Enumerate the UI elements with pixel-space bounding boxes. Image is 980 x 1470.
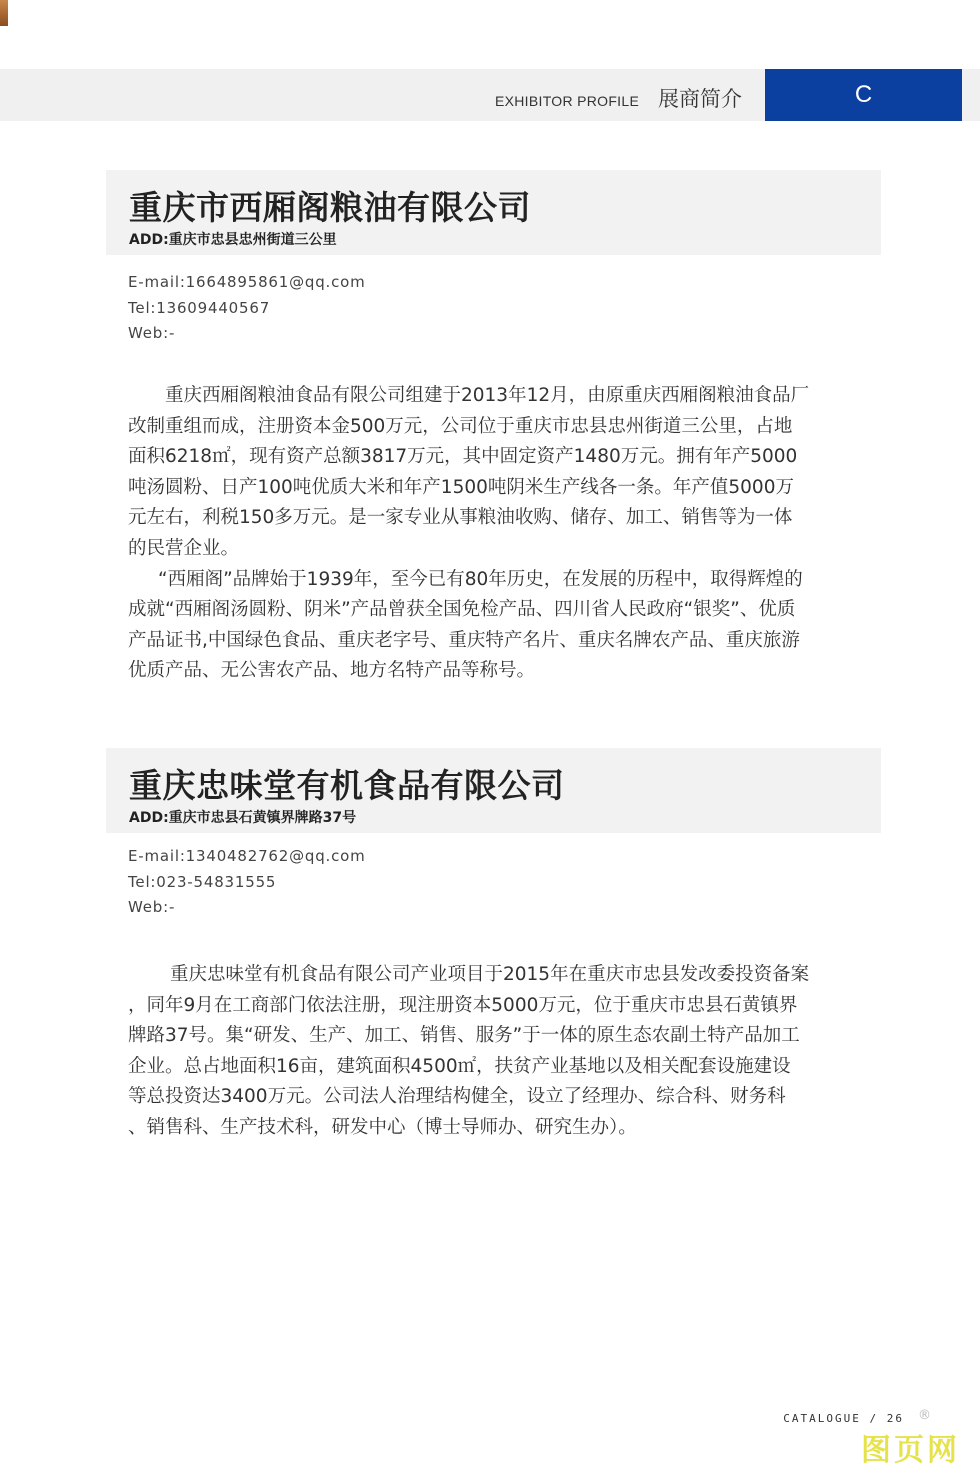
header-label-cn: 展商简介 (658, 87, 742, 111)
contact-tel: Tel:13609440567 (128, 298, 271, 317)
watermark: 图页网 (861, 1433, 960, 1468)
company-address: ADD:重庆市忠县石黄镇界牌路37号 (129, 810, 357, 826)
desc-line: 优质产品、无公害农产品、地方名特产品等称号。 (128, 660, 536, 682)
registered-mark: ® (918, 1408, 931, 1423)
company-name: 重庆市西厢阁粮油有限公司 (129, 188, 531, 227)
company-name: 重庆忠味堂有机食品有限公司 (129, 766, 565, 805)
desc-line: 改制重组而成，注册资本金500万元，公司位于重庆市忠县忠州街道三公里，占地 (128, 415, 793, 437)
desc-line: 面积6218㎡，现有资产总额3817万元，其中固定资产1480万元。拥有年产5000 (128, 446, 798, 468)
contact-web: Web:- (128, 898, 176, 916)
desc-line: 企业。总占地面积16亩，建筑面积4500㎡，扶贫产业基地以及相关配套设施建设 (128, 1055, 791, 1077)
company-description-2 (128, 960, 880, 1144)
desc-line: 成就“西厢阁汤圆粉、阴米”产品曾获全国免检产品、四川省人民政府“银奖”、优质 (128, 599, 796, 621)
desc-line: 产品证书,中国绿色食品、重庆老字号、重庆特产名片、重庆名牌农产品、重庆旅游 (128, 629, 800, 651)
contact-email: E-mail:1664895861@qq.com (128, 273, 366, 291)
section-letter: C (854, 81, 873, 108)
section-tab (765, 69, 962, 121)
corner-decoration (0, 0, 8, 26)
desc-line: 的民营企业。 (128, 537, 240, 559)
desc-line: 等总投资达3400万元。公司法人治理结构健全，设立了经理办、综合科、财务科 (128, 1086, 786, 1108)
contact-web: Web:- (128, 324, 176, 342)
desc-line: 元左右，利税150多万元。是一家专业从事粮油收购、储存、加工、销售等为一体 (128, 507, 793, 529)
desc-line: 、销售科、生产技术科，研发中心（博士导师办、研究生办）。 (128, 1116, 637, 1138)
company-contact-1 (128, 270, 366, 347)
desc-line: 牌路37号。集“研发、生产、加工、销售、服务”于一体的原生态农副土特产品加工 (128, 1025, 800, 1047)
header-label-en: EXHIBITOR PROFILE (495, 93, 640, 109)
desc-line: 重庆忠味堂有机食品有限公司产业项目于2015年在重庆市忠县发改委投资备案 (170, 964, 810, 985)
company-header-1 (106, 170, 881, 255)
desc-line: 吨汤圆粉、日产100吨优质大米和年产1500吨阴米生产线各一条。年产值5000万 (128, 476, 794, 498)
company-contact-2 (128, 844, 366, 921)
desc-line: 重庆西厢阁粮油食品有限公司组建于2013年12月，由原重庆西厢阁粮油食品厂 (165, 385, 810, 406)
contact-tel: Tel:023-54831555 (128, 872, 277, 891)
page-footer: CATALOGUE / 26 (783, 1412, 904, 1425)
desc-line: ，同年9月在工商部门依法注册，现注册资本5000万元，位于重庆市忠县石黄镇界 (128, 994, 798, 1016)
contact-email: E-mail:1340482762@qq.com (128, 847, 366, 865)
company-header-2 (106, 748, 881, 833)
company-description-1 (128, 381, 880, 687)
desc-line: “西厢阁”品牌始于1939年，至今已有80年历史，在发展的历程中，取得辉煌的 (158, 568, 803, 590)
company-address: ADD:重庆市忠县忠州街道三公里 (129, 232, 337, 248)
